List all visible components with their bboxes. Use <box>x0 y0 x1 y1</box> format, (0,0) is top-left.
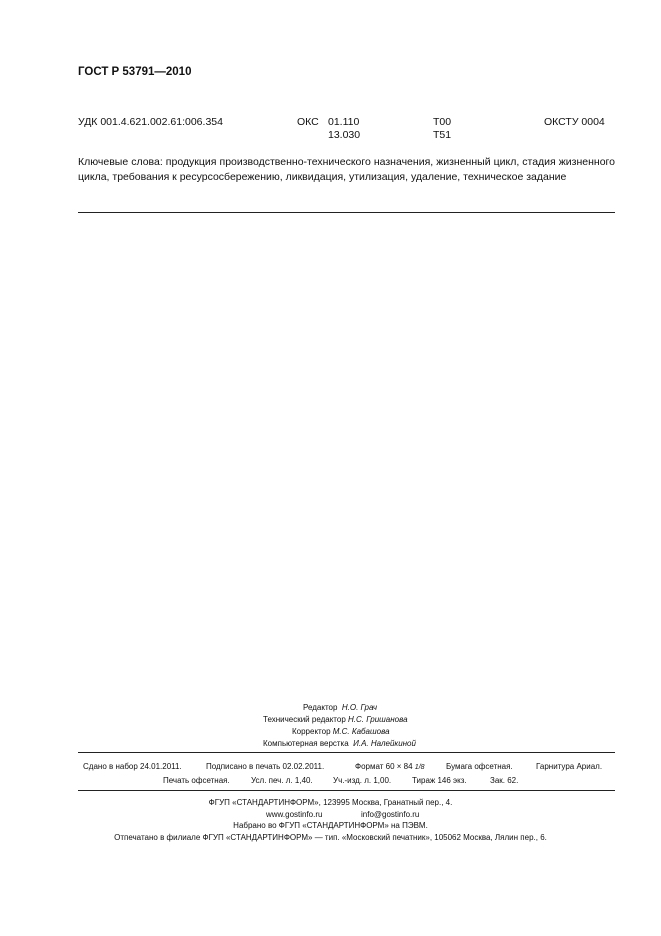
credit-role: Компьютерная верстка <box>263 739 349 748</box>
credit-editor <box>303 702 377 714</box>
publisher-email: info@gostinfo.ru <box>361 810 420 819</box>
divider-bottom <box>78 790 615 791</box>
divider-top <box>78 212 615 213</box>
standard-number: ГОСТ Р 53791—2010 <box>78 66 192 78</box>
udk-code: УДК 001.4.621.002.61:006.354 <box>78 116 223 128</box>
publisher-website: www.gostinfo.ru <box>266 810 323 819</box>
credit-corrector <box>292 726 390 738</box>
keywords-paragraph: Ключевые слова: продукция производственно-технического назначения, жизненный цикл, стадия жизненного цикла, требования к ресурсосбережению, ликвидация, утилизация, удаление, техническое задание <box>78 156 615 183</box>
t-code-1: Т00 <box>433 116 452 128</box>
format-fraction: 1/8 <box>414 764 425 771</box>
credit-layout <box>263 738 416 750</box>
publisher-printed: Отпечатано в филиале ФГУП «СТАНДАРТИНФОРМ» — тип. «Московский печатник», 105062 Москва, Лялин пер., 6. <box>114 833 547 842</box>
print-sheets: Усл. печ. л. 1,40. <box>251 776 313 785</box>
print-method: Печать офсетная. <box>163 776 230 785</box>
credit-role: Редактор <box>303 703 338 712</box>
credit-role: Технический редактор <box>263 715 346 724</box>
publisher-typeset: Набрано во ФГУП «СТАНДАРТИНФОРМ» на ПЭВМ. <box>233 821 428 830</box>
print-edition-sheets: Уч.-изд. л. 1,00. <box>333 776 392 785</box>
credit-name: Н.О. Грач <box>341 703 378 712</box>
divider-middle <box>78 752 615 753</box>
credit-tech-editor <box>263 714 408 726</box>
oks-code-1: 01.110 <box>328 116 360 128</box>
credit-name: М.С. Кабашова <box>332 727 390 736</box>
oks-code-2: 13.030 <box>328 129 361 141</box>
print-order: Зак. 62. <box>490 776 519 785</box>
format-text: Формат 60 × 84 <box>355 762 413 771</box>
print-format <box>355 762 425 771</box>
t-code-2: Т51 <box>433 129 452 141</box>
print-sent: Сдано в набор 24.01.2011. <box>83 762 182 771</box>
credit-name: И.А. Налейкиной <box>353 739 416 748</box>
print-typeface: Гарнитура Ариал. <box>536 762 603 771</box>
print-paper: Бумага офсетная. <box>446 762 513 771</box>
okstu-code: ОКСТУ 0004 <box>544 116 605 128</box>
print-run: Тираж 146 экз. <box>412 776 467 785</box>
print-signed: Подписано в печать 02.02.2011. <box>206 762 325 771</box>
oks-label: ОКС <box>297 116 319 128</box>
publisher-address: ФГУП «СТАНДАРТИНФОРМ», 123995 Москва, Гранатный пер., 4. <box>208 798 453 807</box>
credit-name: Н.С. Гришанова <box>348 715 408 724</box>
credit-role: Корректор <box>292 727 331 736</box>
